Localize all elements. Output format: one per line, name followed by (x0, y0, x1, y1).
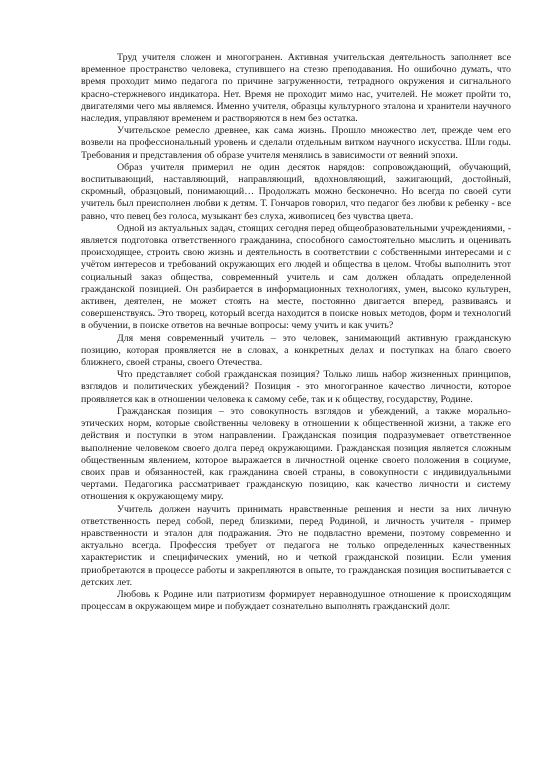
paragraph-3: Образ учителя примерил не один десяток нарядов: сопровождающий, обучающий, воспитывающий, наставляющий, направляющий, вдохновляющий, зажигающий, достойный, скромный, образцовый, понимающий… Продолжать можно бесконечно. Но всегда по своей сути учитель был преисполнен любви к детям. Т. Гончаров говорил, что педагог без любви к ребенку - все равно, что певец без голоса, музыкант без слуха, живописец без чувства цвета. (81, 161, 511, 222)
paragraph-6: Что представляет собой гражданская позиция? Только лишь набор жизненных принципов, взглядов и политических убеждений? Позиция - это многогранное качество личности, которое проявляется как в отношении человека к самому себе, так и к обществу, государству, Родине. (81, 369, 511, 405)
paragraph-8: Учитель должен научить принимать нравственные решения и нести за них личную ответственность перед собой, перед близкими, перед Родиной, и личность учителя - пример нравственности и эталон для подражания. Это не подвластно времени, поэтому современно и актуально всегда. Профессия требует от педагога не только определенных качественных характеристик и специфических умений, но и четкой гражданской позиции. Если умения приобретаются в процессе работы и закрепляются в опыте, то гражданская позиция воспитывается с детских лет. (81, 503, 511, 588)
paragraph-4: Одной из актуальных задач, стоящих сегодня перед общеобразовательными учреждениями, - является подготовка ответственного гражданина, способного самостоятельно мыслить и оценивать происходящее, строить свою жизнь и деятельность в соответствии с собственными интересами и с учётом интересов и требований окружающих его людей и общества в целом. Чтобы выполнить этот социальный заказ общества, современный учитель и сам должен обладать определенной гражданской позицией. Он разбирается в информационных технологиях, умен, высоко культурен, активен, деятелен, не может стоять на месте, постоянно двигается вперед, развиваясь и совершенствуясь. Это творец, который всегда находится в поиске новых методов, форм и технологий в обучении, в поиске ответов на вечные вопросы: чему учить и как учить? (81, 222, 511, 332)
paragraph-7: Гражданская позиция – это совокупность взглядов и убеждений, а также морально-этических норм, которые свойственны человеку в отношении к общественной жизни, а также его действия и поступки в этом направлении. Гражданская позиция подразумевает ответственное выполнение человеком своего долга перед окружающими. Гражданская позиция является сложным общественным явлением, которое выражается в личностной оценке своего положения в социуме, своих прав и обязанностей, как гражданина своей страны, в совокупности с индивидуальными чертами. Педагогика рассматривает гражданскую позицию, как качество личности и систему отношения к окружающему миру. (81, 405, 511, 503)
paragraph-1: Труд учителя сложен и многогранен. Активная учительская деятельность заполняет все временное пространство человека, ступившего на стезю преподавания. Но ошибочно думать, что время проходит мимо педагога по причине загруженности, тетрадного окружения и сигнального красно-стержневого индикатора. Нет. Время не проходит мимо нас, учителей. Не может пройти то, двигателями чего мы являемся. Именно учителя, образцы культурного эталона и хранители научного наследия, управляют временем и растворяются в нем без остатка. (81, 52, 511, 125)
paragraph-9: Любовь к Родине или патриотизм формирует неравнодушное отношение к происходящим процессам в окружающем мире и побуждает сознательно выполнять гражданский долг. (81, 588, 511, 613)
paragraph-2: Учительское ремесло древнее, как сама жизнь. Прошло множество лет, прежде чем его возвели на профессиональный уровень и сделали отдельным витком научного искусства. Шли годы. Требования и представления об образе учителя менялись в зависимости от веяний эпохи. (81, 125, 511, 161)
essay-body (81, 52, 511, 613)
paragraph-5: Для меня современный учитель – это человек, занимающий активную гражданскую позицию, которая проявляется не в словах, а конкретных делах и поступках на благо своего ближнего, своей страны, своего Отечества. (81, 332, 511, 369)
